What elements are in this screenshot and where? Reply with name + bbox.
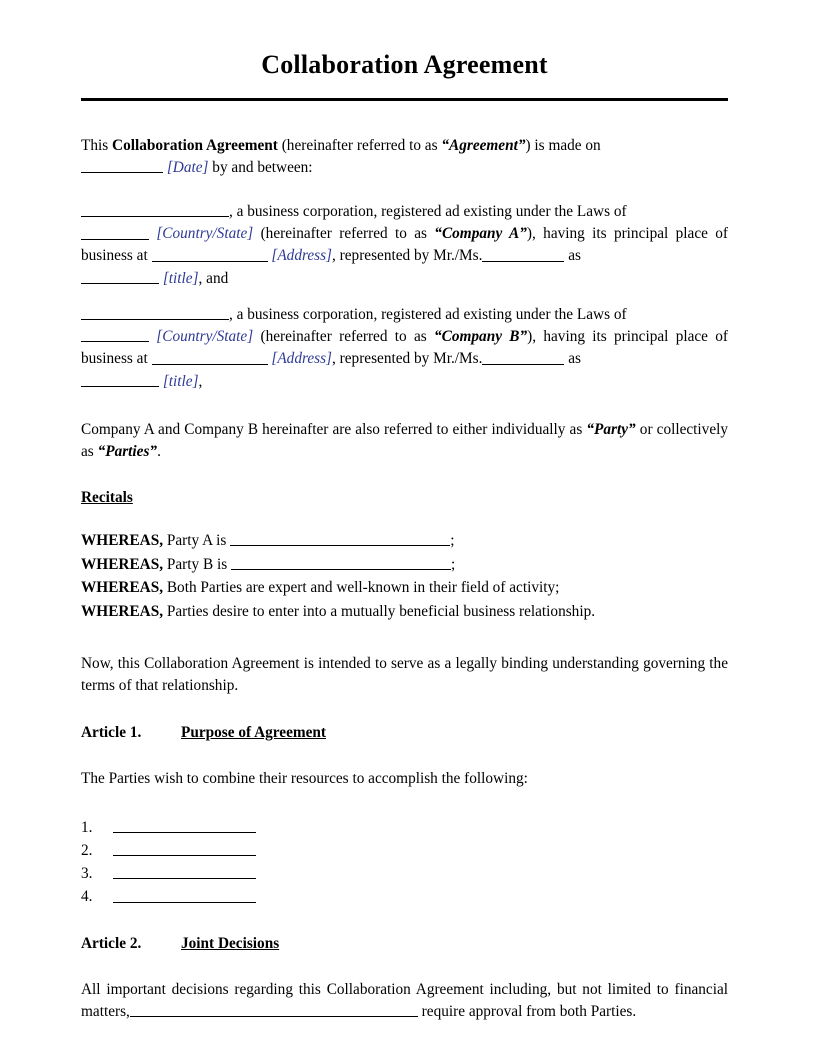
purpose-blank-1[interactable]	[113, 819, 256, 833]
company-b-name-blank[interactable]	[81, 307, 229, 321]
whereas-row	[81, 600, 728, 624]
company-b-representative-blank[interactable]	[482, 351, 564, 365]
now-paragraph: Now, this Collaboration Agreement is intended to serve as a legally binding understanding governing the terms of that relationship.	[81, 655, 728, 695]
list-item-number: 2.	[81, 841, 93, 859]
article-2-heading	[81, 935, 728, 953]
company-b-clause-1: , a business corporation, registered ad existing under the Laws of	[229, 305, 627, 323]
whereas-label: WHEREAS,	[81, 602, 164, 620]
company-b-paragraph	[81, 304, 728, 393]
purpose-blank-3[interactable]	[113, 866, 256, 880]
company-b-title-blank[interactable]	[81, 373, 159, 387]
company-b-country-placeholder: [Country/State]	[156, 328, 254, 346]
company-b-address-blank[interactable]	[152, 351, 268, 365]
whereas-text: Party A is	[163, 532, 231, 550]
company-a-address-placeholder: [Address]	[271, 247, 333, 265]
list-item	[81, 816, 728, 839]
whereas-row	[81, 529, 728, 553]
party-a-description-blank[interactable]	[230, 533, 450, 547]
document-content	[81, 0, 728, 1023]
company-b-clause-2: (hereinafter referred to as	[253, 328, 435, 346]
intro-agreement-quoted: “Agreement”	[441, 136, 526, 154]
company-a-representative-blank[interactable]	[482, 248, 564, 262]
company-a-country-placeholder: [Country/State]	[156, 225, 254, 243]
date-blank[interactable]	[81, 160, 163, 174]
whereas-label: WHEREAS,	[81, 579, 164, 597]
list-item-number: 3.	[81, 865, 93, 883]
parties-part-2: or collectively as	[81, 420, 729, 460]
company-a-paragraph	[81, 201, 728, 290]
recitals-heading: Recitals	[81, 489, 133, 507]
company-b-address-placeholder: [Address]	[271, 350, 333, 368]
intro-paragraph	[81, 135, 728, 179]
company-a-as: as	[564, 247, 581, 265]
article-2-number: Article 2.	[81, 934, 142, 952]
company-a-clause-4: , represented by Mr./Ms.	[332, 247, 483, 265]
whereas-label: WHEREAS,	[81, 555, 164, 573]
article-1-number: Article 1.	[81, 723, 142, 741]
company-a-clause-2: (hereinafter referred to as	[253, 225, 435, 243]
intro-made-on: ) is made on	[525, 136, 601, 154]
article-2-title: Joint Decisions	[181, 934, 280, 952]
recitals-heading-row	[81, 489, 728, 507]
list-item	[81, 862, 728, 885]
parties-quoted: “Parties”	[97, 442, 158, 460]
company-a-address-blank[interactable]	[152, 248, 268, 262]
whereas-suffix: ;	[451, 555, 456, 573]
whereas-text: Both Parties are expert and well-known in their field of activity;	[163, 579, 560, 597]
whereas-label: WHEREAS,	[81, 532, 164, 550]
whereas-text: Party B is	[163, 555, 232, 573]
parties-paragraph	[81, 419, 728, 463]
intro-lead: This	[81, 136, 113, 154]
company-b-quoted: “Company B”	[434, 328, 528, 346]
company-b-title-placeholder: [title]	[162, 372, 199, 390]
page-title: Collaboration Agreement	[261, 50, 548, 79]
company-b-clause-5: ,	[198, 372, 203, 390]
article-1-heading	[81, 724, 728, 742]
company-a-clause-5: , and	[198, 269, 229, 287]
article-2-body-part-2: require approval from both Parties.	[417, 1002, 637, 1020]
list-item-number: 4.	[81, 888, 93, 906]
company-b-clause-4: , represented by Mr./Ms.	[332, 350, 483, 368]
list-item-number: 1.	[81, 818, 93, 836]
parties-part-1: Company A and Company B hereinafter are also referred to either individually as	[81, 420, 587, 438]
whereas-suffix: ;	[450, 532, 455, 550]
purpose-blank-2[interactable]	[113, 843, 256, 857]
intro-by-and-between: by and between:	[208, 158, 313, 176]
party-quoted: “Party”	[586, 420, 636, 438]
company-a-title-blank[interactable]	[81, 270, 159, 284]
company-a-clause-3: ), having its principal place of business at	[81, 225, 728, 265]
article-1-title: Purpose of Agreement	[181, 723, 327, 741]
intro-agreement-bold: Collaboration Agreement	[112, 136, 278, 154]
purpose-blank-4[interactable]	[113, 889, 256, 903]
whereas-row	[81, 553, 728, 577]
parties-part-3: .	[157, 442, 161, 460]
company-b-clause-3: ), having its principal place of business at	[81, 328, 728, 368]
intro-hereinafter: (hereinafter referred to as	[277, 136, 442, 154]
article-2-body-part-1: All important decisions regarding this Collaboration Agreement including, but not limited to financial matters,	[81, 980, 728, 1020]
whereas-row	[81, 576, 728, 600]
financial-matters-blank[interactable]	[130, 1003, 418, 1017]
company-a-name-blank[interactable]	[81, 204, 229, 218]
company-a-clause-1: , a business corporation, registered ad existing under the Laws of	[229, 203, 627, 221]
company-a-title-placeholder: [title]	[162, 269, 199, 287]
company-b-as: as	[564, 350, 581, 368]
company-a-country-blank[interactable]	[81, 226, 149, 240]
purpose-list	[81, 816, 728, 909]
list-item	[81, 885, 728, 908]
whereas-text: Parties desire to enter into a mutually beneficial business relationship.	[163, 602, 596, 620]
party-b-description-blank[interactable]	[231, 556, 451, 570]
article-1-body: The Parties wish to combine their resources to accomplish the following:	[81, 769, 528, 787]
date-placeholder: [Date]	[166, 158, 209, 176]
company-b-country-blank[interactable]	[81, 329, 149, 343]
article-2-body	[81, 979, 728, 1023]
company-a-quoted: “Company A”	[434, 225, 527, 243]
list-item	[81, 839, 728, 862]
